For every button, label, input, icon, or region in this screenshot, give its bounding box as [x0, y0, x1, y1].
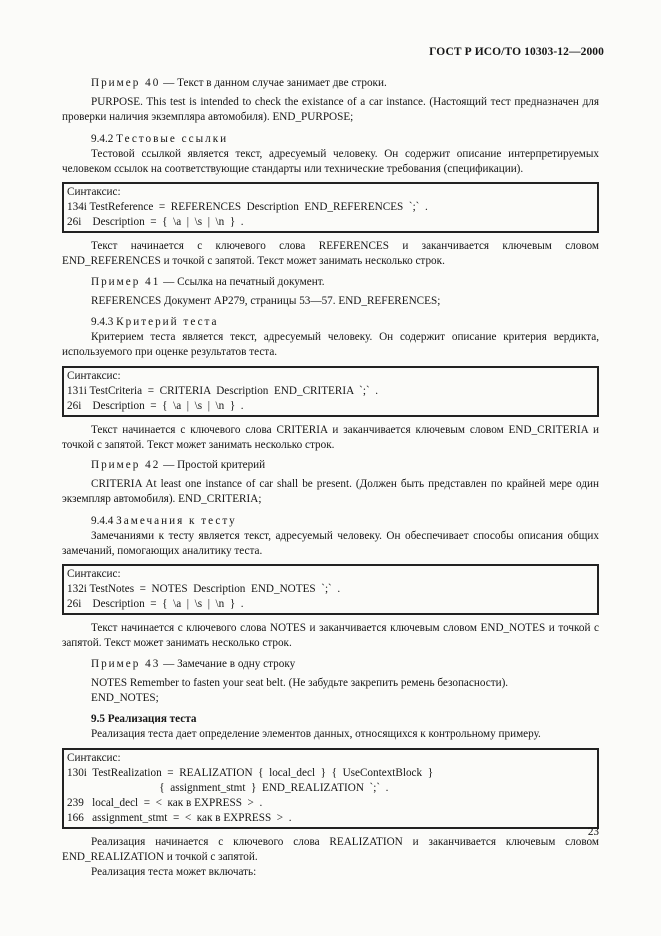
- section-9-5-after-2: Реализация теста может включать:: [91, 866, 257, 879]
- syntax-line: 166 assignment_stmt = < как в EXPRESS > .: [67, 811, 292, 824]
- syntax-box-criteria: [62, 366, 599, 417]
- example-42: Пример 42 — Простой критерий: [91, 459, 266, 472]
- example-41: Пример 41 — Ссылка на печатный документ.: [91, 275, 325, 288]
- section-9-4-4-heading: 9.4.4 Замечания к тесту: [91, 514, 237, 527]
- example-41-text: REFERENCES Документ AP279, страницы 53—57. END_REFERENCES;: [91, 294, 441, 307]
- syntax-box-references: [62, 182, 599, 233]
- syntax-line: Синтаксис:: [67, 186, 121, 199]
- section-9-5-heading: 9.5 Реализация теста: [91, 713, 197, 726]
- section-9-4-3-text: Критерием теста является текст, адресуемый человеку. Он содержит описание критерия вердикта, используемого при оценке результатов теста.: [62, 331, 599, 359]
- section-9-4-3-heading: 9.4.3 Критерий теста: [91, 316, 219, 329]
- syntax-line: Синтаксис:: [67, 369, 121, 382]
- syntax-line: 131i TestCriteria = CRITERIA Description END_CRITERIA `;` .: [67, 384, 379, 397]
- section-9-5-after: Реализация начинается с ключевого слова REALIZATION и заканчивается ключевым словом END_REALIZATION и точкой с запятой.: [62, 835, 599, 863]
- example-43-text: NOTES Remember to fasten your seat belt. (Не забудьте закрепить ремень безопасности).: [91, 676, 509, 689]
- section-9-4-4-text: Замечаниями к тесту является текст, адресуемый человеку. Он обеспечивает способы описания общих замечаний, помогающих аналитику теста.: [62, 529, 599, 558]
- syntax-line: 130i TestRealization = REALIZATION { local_decl } { UseContextBlock }: [67, 766, 434, 779]
- syntax-line: 132i TestNotes = NOTES Description END_NOTES `;` .: [67, 583, 341, 596]
- syntax-line: Синтаксис:: [67, 568, 121, 581]
- page-content: [62, 76, 599, 880]
- syntax-box-notes: [62, 564, 599, 615]
- example-42-text: CRITERIA At least one instance of car shall be present. (Должен быть представлен по крайней мере один экземпляр автомобиля). END_CRITERIA;: [62, 478, 599, 506]
- section-9-5-text: Реализация теста дает определение элементов данных, относящихся к контрольному примеру.: [91, 728, 541, 741]
- example-40-text: PURPOSE. This test is intended to check the existance of a car instance. (Настоящий тест предназначен для проверки наличия экземпляра автомобиля). END_PURPOSE;: [62, 96, 599, 124]
- syntax-line: Синтаксис:: [67, 751, 121, 764]
- syntax-line: 134i TestReference = REFERENCES Description END_REFERENCES `;` .: [67, 201, 428, 214]
- syntax-line: 26i Description = { \a | \s | \n } .: [67, 216, 244, 229]
- example-40: Пример 40 — Текст в данном случае занимает две строки.: [91, 77, 387, 89]
- document-header: ГОСТ Р ИСО/ТО 10303-12—2000: [429, 46, 604, 58]
- syntax-line: 26i Description = { \a | \s | \n } .: [67, 598, 244, 611]
- section-9-4-3-after: Текст начинается с ключевого слова CRITERIA и заканчивается ключевым словом END_CRITERIA и точкой с запятой. Текст может занимать несколько строк.: [62, 423, 599, 451]
- syntax-line: { assignment_stmt } END_REALIZATION `;` .: [67, 781, 389, 794]
- syntax-line: 239 local_decl = < как в EXPRESS > .: [67, 796, 263, 809]
- syntax-box-realization: [62, 748, 599, 829]
- syntax-line: 26i Description = { \a | \s | \n } .: [67, 399, 244, 412]
- section-9-4-2-after: Текст начинается с ключевого слова REFERENCES и заканчивается ключевым словом END_REFERENCES и точкой с запятой. Текст может занимать несколько строк.: [62, 240, 599, 268]
- section-9-4-4-after: Текст начинается с ключевого слова NOTES и заканчивается ключевым словом END_NOTES и точкой с запятой. Текст может занимать несколько строк.: [62, 622, 599, 650]
- section-9-4-2-heading: 9.4.2 Тестовые ссылки: [91, 132, 229, 145]
- page-number: 23: [587, 826, 599, 838]
- example-43-text-end: END_NOTES;: [91, 692, 159, 705]
- section-9-4-2-text: Тестовой ссылкой является текст, адресуемый человеку. Он содержит описание интерпретируемых человеком ссылок на соответствующие стандарты или технические требования (спецификации).: [62, 147, 599, 176]
- example-43: Пример 43 — Замечание в одну строку: [91, 657, 296, 670]
